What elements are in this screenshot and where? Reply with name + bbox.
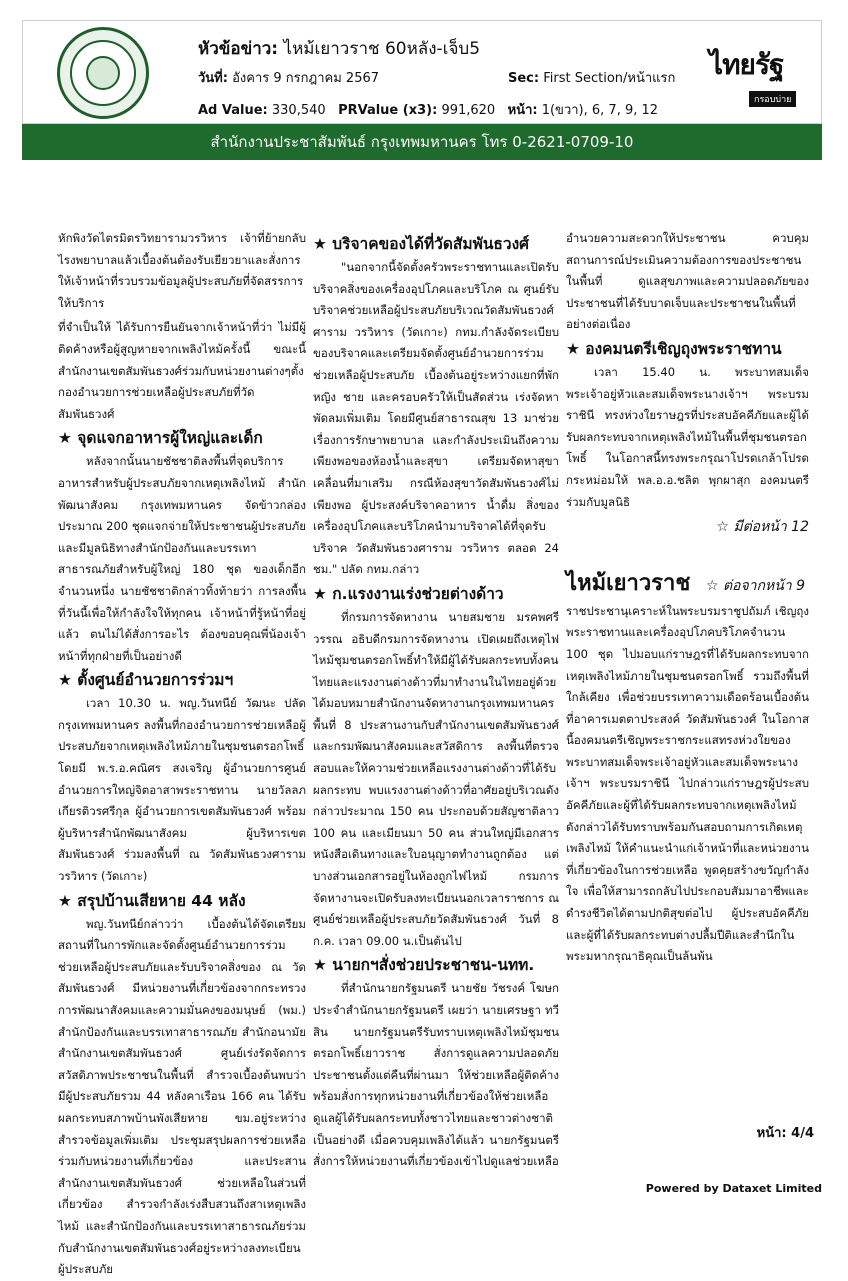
page-label: หน้า: (507, 103, 538, 118)
section-row (508, 67, 675, 88)
paragraph: เวลา 10.30 น. พญ.วันทนีย์ วัฒนะ ปลัดกรุงเทพมหานคร ลงพื้นที่กองอำนวยการช่วยเหลือผู้ประสบภัยจากเหตุเพลิงไหม้ภายในชุมชนตรอกโพธิ์ โดยมี พ.ร.อ.คณิศร สงเจริญ ผู้อำนวยการศูนย์อำนวยการใหญ่จิตอาสาพระราชทาน นายวัลลภ เกียรติวรศรีกุล ผู้อำนวยการเขตสัมพันธวงศ์ พร้อมผู้บริหารสำนักพัฒนาสังคม ผู้บริหารเขตสัมพันธวงศ์ ร่วมลงพื้นที่ ณ วัดสัมพันธวงศาราม วรวิหาร (วัดเกาะ) (58, 696, 306, 884)
page-number: หน้า: 4/4 (756, 1126, 814, 1141)
paragraph: พญ.วันทนีย์กล่าวว่า เบื้องต้นได้จัดเตรียมสถานที่ในการพักและจัดตั้งศูนย์อำนวยการร่วมช่วยเหลือผู้ประสบภัยและรับบริจาคสิ่งของ ณ วัดสัมพันธวงศ์ มีหน่วยงานที่เกี่ยวข้องจากกระทรวงการพัฒนาสังคมและความมั่นคงของมนุษย์ (พม.) สำนักป้องกันและบรรเทาสาธารณภัย สำนักอนามัย สำนักงานเขตสัมพันธวงศ์ ศูนย์เร่งรัดจัดการสวัสดิภาพประชาชนในพื้นที่ สำรวจเบื้องต้นพบว่า มีผู้ประสบภัยรวม 44 หลังคาเรือน 166 คน ได้รับผลกระทบสภาพบ้านพังเสียหาย ขม.อยู่ระหว่างสำรวจข้อมูลเพิ่มเติม ประชุมสรุปผลการช่วยเหลือร่วมกับหน่วยงานที่เกี่ยวข้อง และประสานสำนักงานเขตสัมพันธวงศ์ ช่วยเหลือในส่วนที่เกี่ยวข้อง สำรวจกำลังเร่งสืบสวนถึงสาเหตุเพลิงไหม้ และสำนักป้องกันและบรรเทาสาธารณภัยร่วมกับสำนักงานเขตสัมพันธวงศ์อยู่ระหว่างลงทะเบียนผู้ประสบภัย (58, 916, 306, 1277)
pr-value: 991,620 (441, 103, 496, 118)
paragraph: "นอกจากนี้จัดตั้งครัวพระราชทานและเปิดรับบริจาคสิ่งของเครื่องอุปโภคและบริโภค ณ ศูนย์รับบริจาคช่วยเหลือผู้ประสบภัยบริเวณวัดสัมพันธวงศ์ศาราม วรวิหาร (วัดเกาะ) กทม.กำลังจัดระเบียบของบริจาคและเตรียมจัดตั้งศูนย์อำนวยการร่วมช่วยเหลือผู้ประสบภัย เบื้องต้นอยู่ระหว่างแยกที่พักหญิง ชาย และครอบครัวให้เป็นสัดส่วน เร่งจัดหาพัดลมเพิ่มเติม โดยมีศูนย์สาธารณสุข 13 มาช่วยเรื่องการรักษาพยาบาล และกำลังประเมินถึงความเพียงพอของห้องน้ำและสุขา เตรียมจัดหาสุขาเคลื่อนที่มาเสริม กรณีห้องสุขาวัดสัมพันธวงศ์ไม่เพียงพอ ผู้ประสงค์บริจาคอาหาร น้ำดื่ม สิ่งของ เครื่องอุปโภคและบริโภคนำมาบริจาคได้ที่จุดรับบริจาค วัดสัมพันธวงศาราม วรวิหาร ตลอด 24 ชม." ปลัด กทม.กล่าว (313, 260, 559, 577)
continuation-title: ไหม้เยาวราช (566, 570, 691, 596)
article-column-3 (566, 228, 809, 968)
paragraph: อำนวยความสะดวกให้ประชาชน ควบคุมสถานการณ์ประเมินความต้องการของประชาชนในพื้นที่ ดูแลสุขภาพและความปลอดภัยของประชาชนที่ได้รับบาดเจ็บและประชาชนในพื้นที่อย่างต่อเนื่อง (566, 231, 809, 332)
paragraph: หลังจากนั้นนายชัชชาติลงพื้นที่จุดบริการอาหารสำหรับผู้ประสบภัยจากเหตุเพลิงไหม้ สำนักพัฒนาสังคม กรุงเทพมหานคร จัดข้าวกล่องประมาณ 200 ชุดแจกจ่ายให้ประชาชนผู้ประสบภัย และมีมูลนิธิทางสำนักป้องกันและบรรเทาสาธารณภัยสำหรับผู้ใหญ่ 180 ชุด ของเด็กอีกจำนวนหนึ่ง นายชัชชาติกล่าวทิ้งท้ายว่า การลงพื้นที่วันนี้เพื่อให้กำลังใจให้ทุกคน เจ้าหน้าที่รู้หน้าที่อยู่แล้ว ตนไม่ได้สั่งการอะไร ต้องขอบคุณพี่น้องเจ้าหน้าที่ทุกฝ่ายที่เป็นอย่างดี (58, 454, 306, 663)
date-label: วันที่: (198, 71, 228, 86)
subheading: ★ จุดแจกอาหารผู้ใหญ่และเด็ก (58, 429, 263, 448)
subheading: ★ ตั้งศูนย์อำนวยการร่วมฯ (58, 671, 234, 690)
thairath-logo (709, 43, 799, 103)
date-value: อังคาร 9 กรกฎาคม 2567 (232, 71, 380, 86)
logo-edition: กรอบบ่าย (749, 91, 796, 107)
agency-bar: สำนักงานประชาสัมพันธ์ กรุงเทพมหานคร โทร 0-2621-0709-10 (22, 124, 822, 160)
pr-label: PRValue (x3): (338, 103, 438, 118)
value-row (198, 99, 658, 120)
subheading: ★ สรุปบ้านเสียหาย 44 หลัง (58, 891, 246, 910)
article-column-2 (313, 231, 559, 1173)
date-row (198, 67, 379, 88)
subheading: ★ ก.แรงงานเร่งช่วยต่างด้าว (313, 584, 504, 603)
paragraph: เวลา 15.40 น. พระบาทสมเด็จพระเจ้าอยู่หัวและสมเด็จพระนางเจ้าฯ พระบรมราชินี ทรงห่วงใยราษฎรที่ประสบอัคคีภัยและผู้ได้รับผลกระทบจากเหตุเพลิงไหม้ในพื้นที่ชุมชนตรอกโพธิ์ ในโอกาสนี้ทรงพระกรุณาโปรดเกล้าโปรดกระหม่อมให้ พล.อ.อ.ชลิต พุกผาสุก องคมนตรี ร่วมกับมูลนิธิ (566, 364, 809, 509)
ad-label: Ad Value: (198, 103, 268, 118)
clipping-header (22, 20, 822, 124)
logo-text: ไทยรัฐ (709, 48, 784, 81)
subheading: ★ นายกฯสั่งช่วยประชาชน-นทท. (313, 956, 535, 975)
continuation-heading (566, 569, 809, 601)
headline-row (198, 35, 480, 62)
section-label: Sec: (508, 71, 540, 86)
bma-seal-icon (57, 27, 149, 119)
paragraph: ที่จำเป็นให้ ได้รับการยืนยันจากเจ้าหน้าที่ว่า ไม่มีผู้ติดค้างหรือผู้สูญหายจากเพลิงไหม้ครั้งนี้ ขณะนี้สำนักงานเขตสัมพันธวงศ์ร่วมกับหน่วยงานต่างๆตั้งกองอำนวยการช่วยเหลือผู้ประสบภัยที่วัดสัมพันธวงศ์ (58, 320, 306, 421)
paragraph: หักพิงวัดไตรมิตรวิทยารามวรวิหาร เจ้าที่ย้ายกลับไรงพยาบาลแล้วเบื้องต้นต้องรับเยียวยาและสั่งการให้เจ้าหน้าที่รวบรวมข้อมูลผู้ประสบภัยที่จัดสรรการให้บริการ (58, 231, 306, 310)
continued-note: ☆ มีต่อหน้า 12 (716, 519, 809, 536)
section-value: First Section/หน้าแรก (543, 71, 676, 86)
article-column-1 (58, 228, 306, 1281)
ad-value: 330,540 (271, 103, 326, 118)
subheading: ★ องคมนตรีเชิญถุงพระราชทาน (566, 339, 782, 358)
paragraph: ราชประชานุเคราะห์ในพระบรมราชูปถัมภ์ เชิญถุงพระราชทานและเครื่องอุปโภคบริโภคจำนวน 100 ชุด ไปมอบแก่ราษฎรที่ได้รับผลกระทบจากเหตุเพลิงไหม้ภายในชุมชนตรอกโพธิ์ รวมถึงพื้นที่ใกล้เคียง เพื่อช่วยบรรเทาความเดือดร้อนเบื้องต้น ที่อาคารเมตตาประสงค์ วัดสัมพันธวงศ์ ในโอกาสนี้องคมนตรีเชิญพระราชกระแสทรงห่วงใยของพระบาทสมเด็จพระเจ้าอยู่หัวและสมเด็จพระนางเจ้าฯ พระบรมราชินี ไปกล่าวแก่ราษฎรผู้ประสบอัคคีภัยและผู้ที่ได้รับผลกระทบจากเหตุเพลิงไหม้ดังกล่าวได้รับทราบพร้อมกันสอบถามการเกิดเหตุเพลิงไหม้ ให้คำแนะนำแก่เจ้าหน้าที่และหน่วยงานที่เกี่ยวข้องในการช่วยเหลือ พูดคุยสร้างขวัญกำลังใจ เพื่อให้สามารถกลับไปประกอบสัมมาอาชีพและดำรงชีวิตได้ตามปกติสุขต่อไป ผู้ประสบอัคคีภัยและผู้ที่ได้รับผลกระทบต่างปลื้มปีติและสำนึกในพระมหากรุณาธิคุณเป็นล้นพ้น (566, 603, 809, 964)
paragraph: ที่กรมการจัดหางาน นายสมชาย มรคพศรีวรรณ อธิบดีกรมการจัดหางาน เปิดเผยถึงเหตุไฟไหม้ชุมชนตรอกโพธิ์ทำให้มีผู้ได้รับผลกระทบทั้งคนไทยและแรงงานต่างด้าวที่มาทำงานในไทยอยู่ด้วย ได้มอบหมายสำนักงานจัดหางานกรุงเทพมหานครพื้นที่ 8 ประสานงานกับสำนักงานเขตสัมพันธวงศ์และกรมพัฒนาสังคมและสวัสดิการ ลงพื้นที่ตรวจสอบและให้ความช่วยเหลือแรงงานต่างด้าวที่ได้รับผลกระทบ พบแรงงานต่างด้าวที่อาศัยอยู่บริเวณดังกล่าวประมาณ 150 คน ประกอบด้วยสัญชาติลาว 100 คน และเมียนมา 50 คน ส่วนใหญ่มีเอกสารหนังสือเดินทางและใบอนุญาตทำงานถูกต้อง แต่บางส่วนเอกสารอยู่ในห้องถูกไฟไหม้ กรมการจัดหางานจะเปิดรับลงทะเบียนนอกเวลาราชการ ณ ศูนย์ช่วยเหลือผู้ประสบภัยวัดสัมพันธวงศ์ วันที่ 8 ก.ค. เวลา 09.00 น.เป็นต้นไป (313, 609, 559, 948)
continued-from-note: ☆ ต่อจากหน้า 9 (705, 577, 806, 594)
powered-by: Powered by Dataxet Limited (645, 1182, 822, 1195)
paragraph: ที่สำนักนายกรัฐมนตรี นายชัย วัชรงค์ โฆษกประจำสำนักนายกรัฐมนตรี เผยว่า นายเศรษฐา ทวีสิน นายกรัฐมนตรีรับทราบเหตุเพลิงไหม้ชุมชนตรอกโพธิ์เยาวราช สั่งการดูแลความปลอดภัยประชาชนตั้งแต่คืนที่ผ่านมา ให้ช่วยเหลือผู้ติดค้าง พร้อมสั่งการทุกหน่วยงานที่เกี่ยวข้องให้ช่วยเหลือดูแลผู้ได้รับผลกระทบทั้งชาวไทยและชาวต่างชาติเป็นอย่างดี เมื่อควบคุมเพลิงได้แล้ว นายกรัฐมนตรีสั่งการให้หน่วยงานที่เกี่ยวข้องเข้าไปดูแลช่วยเหลือ (313, 981, 559, 1169)
page-list: 1(ขวา), 6, 7, 9, 12 (541, 103, 659, 118)
subheading: ★ บริจาคของได้ที่วัดสัมพันธวงศ์ (313, 235, 529, 253)
headline: ไหม้เยาวราช 60หลัง-เจ็บ5 (283, 39, 481, 59)
headline-label: หัวข้อข่าว: (198, 39, 279, 59)
